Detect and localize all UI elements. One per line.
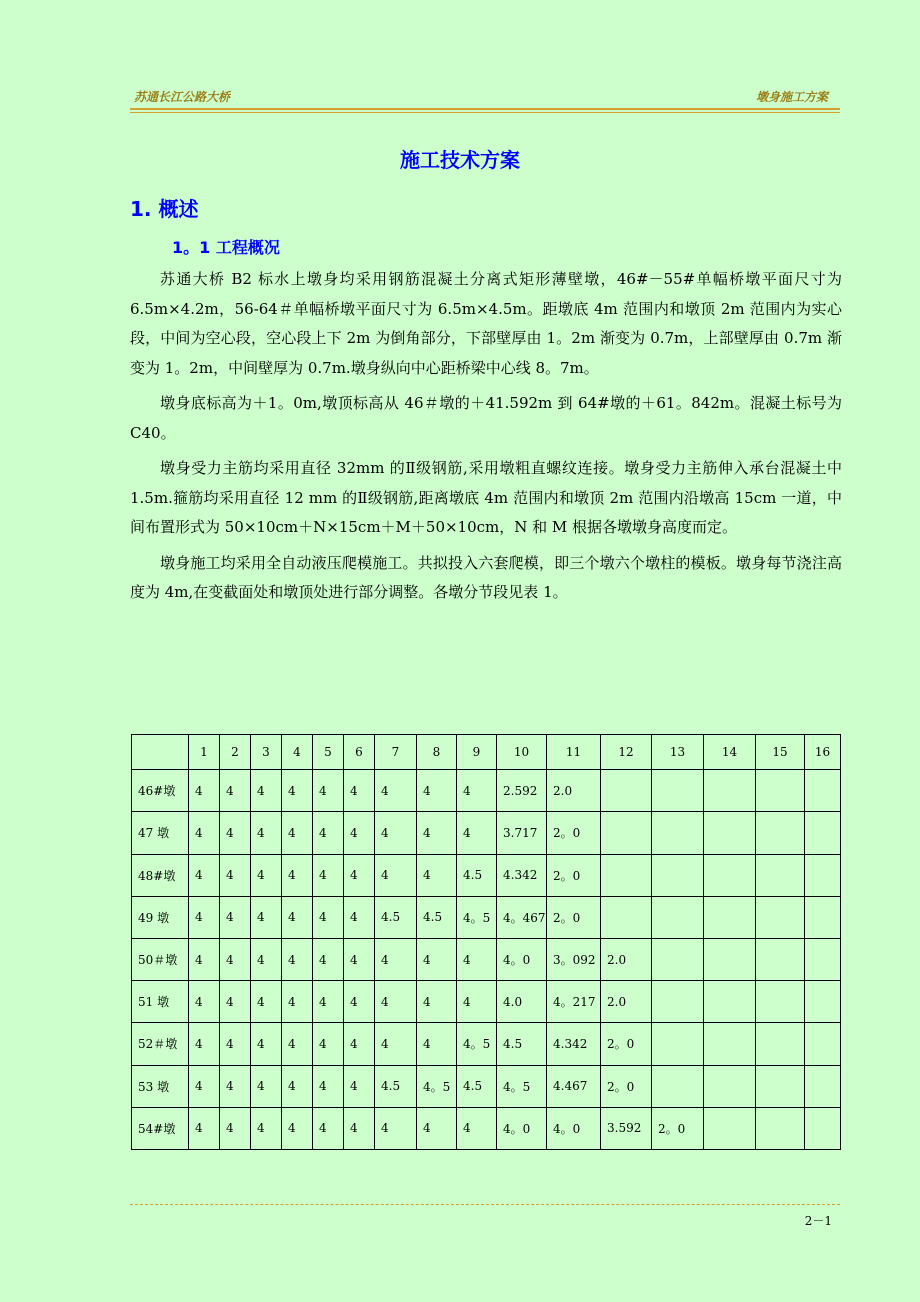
table-cell: 4 [344, 770, 375, 812]
table-cell: 4 [220, 1023, 251, 1065]
table-cell: 4 [189, 854, 220, 896]
header-doc-name: 墩身施工方案 [755, 90, 828, 104]
table-row [132, 812, 841, 854]
table-row [132, 1065, 841, 1107]
table-header-cell: 8 [417, 735, 457, 770]
table-cell [704, 896, 756, 938]
table-cell [652, 981, 704, 1023]
table-row [132, 854, 841, 896]
table-cell: 4 [189, 812, 220, 854]
table-cell: 2。0 [547, 812, 601, 854]
table-cell: 4 [220, 812, 251, 854]
footer-rule [130, 1204, 840, 1205]
table-cell [805, 854, 841, 896]
table-row [132, 1107, 841, 1149]
table-cell: 4 [220, 1065, 251, 1107]
table-header-cell: 5 [313, 735, 344, 770]
table-cell [601, 812, 652, 854]
table-cell: 4 [251, 896, 282, 938]
table-header-cell: 11 [547, 735, 601, 770]
table-header-cell: 13 [652, 735, 704, 770]
table-cell: 4 [344, 981, 375, 1023]
table-cell [805, 981, 841, 1023]
table-cell: 4 [344, 896, 375, 938]
table-cell: 2.0 [547, 770, 601, 812]
table-cell: 4 [189, 981, 220, 1023]
table-cell [756, 770, 805, 812]
table-cell: 3.717 [497, 812, 547, 854]
table-header-cell: 3 [251, 735, 282, 770]
table-row-label: 53 墩 [132, 1065, 189, 1107]
table-cell [805, 896, 841, 938]
table-cell: 4 [375, 938, 417, 980]
table-cell [805, 1107, 841, 1149]
table-cell: 4.5 [457, 1065, 497, 1107]
table-header-row [132, 735, 841, 770]
table-row-label: 50＃墩 [132, 938, 189, 980]
table-row [132, 770, 841, 812]
table-row [132, 981, 841, 1023]
table-header-cell: 2 [220, 735, 251, 770]
table-cell: 4 [375, 812, 417, 854]
table-header-cell: 10 [497, 735, 547, 770]
table-cell: 4.5 [375, 896, 417, 938]
table-cell: 4 [457, 1107, 497, 1149]
table-cell [805, 770, 841, 812]
table-cell: 4 [417, 812, 457, 854]
table-cell: 2。0 [652, 1107, 704, 1149]
table-cell [756, 938, 805, 980]
table-row-label: 51 墩 [132, 981, 189, 1023]
table-cell: 4 [375, 981, 417, 1023]
table-row-label: 49 墩 [132, 896, 189, 938]
page-header [130, 84, 840, 108]
paragraph: 墩身受力主筋均采用直径 32mm 的Ⅱ级钢筋,采用墩粗直螺纹连接。墩身受力主筋伸入承台混凝土中 1.5m.箍筋均采用直径 12 mm 的Ⅱ级钢筋,距离墩底 4m 范围内和墩顶 2m 范围内沿墩高 15cm 一道，中间布置形式为 50×10cm＋N×15cm＋M＋50×10cm，N 和 M 根据各墩墩身高度而定。 [130, 459, 842, 536]
table-cell [601, 770, 652, 812]
table-cell: 4。5 [417, 1065, 457, 1107]
table-cell [704, 1107, 756, 1149]
table-cell: 4 [313, 812, 344, 854]
table-row [132, 938, 841, 980]
table-header-cell [132, 735, 189, 770]
table-cell: 4。0 [497, 1107, 547, 1149]
table-cell: 4 [375, 770, 417, 812]
table-cell [652, 938, 704, 980]
table-cell: 4 [251, 812, 282, 854]
document-title: 施工技术方案 [400, 148, 520, 172]
page-number: 2－1 [804, 1214, 832, 1228]
table-cell: 2。0 [547, 896, 601, 938]
table-cell: 4 [282, 1065, 313, 1107]
table-cell: 4 [189, 896, 220, 938]
table-cell: 4。0 [547, 1107, 601, 1149]
table-cell [704, 1023, 756, 1065]
table-cell [652, 770, 704, 812]
table-cell: 4 [344, 1023, 375, 1065]
table-cell: 4 [251, 770, 282, 812]
table-cell: 4.5 [375, 1065, 417, 1107]
table-cell: 4 [189, 770, 220, 812]
table-cell [805, 1023, 841, 1065]
table-cell: 4 [417, 981, 457, 1023]
table-cell [756, 896, 805, 938]
table-cell [601, 854, 652, 896]
table-cell: 4 [220, 1107, 251, 1149]
table-row-label: 48#墩 [132, 854, 189, 896]
table-header-cell: 7 [375, 735, 417, 770]
table-cell: 4 [375, 1023, 417, 1065]
table-cell: 4 [282, 1107, 313, 1149]
table-cell: 4 [344, 1065, 375, 1107]
table-cell [652, 812, 704, 854]
table-cell: 4 [313, 1023, 344, 1065]
table-cell: 4 [282, 770, 313, 812]
table-cell [756, 1065, 805, 1107]
table-cell: 4 [375, 854, 417, 896]
table-cell: 2.592 [497, 770, 547, 812]
table-cell [652, 896, 704, 938]
table-cell: 4 [282, 938, 313, 980]
table-cell [756, 854, 805, 896]
table-cell: 4。217 [547, 981, 601, 1023]
table-cell: 4 [251, 1023, 282, 1065]
table-cell: 4 [457, 938, 497, 980]
table-cell: 4.342 [547, 1023, 601, 1065]
table-cell [704, 981, 756, 1023]
table-cell [756, 812, 805, 854]
table-header-cell: 14 [704, 735, 756, 770]
table-cell: 4 [313, 896, 344, 938]
subsection-heading: 1。1 工程概况 [172, 238, 280, 257]
table-cell: 4.342 [497, 854, 547, 896]
table-cell [652, 854, 704, 896]
table-cell: 4.0 [497, 981, 547, 1023]
table-cell: 4 [313, 1107, 344, 1149]
table-cell: 4 [457, 770, 497, 812]
table-cell: 4。0 [497, 938, 547, 980]
body-text [130, 265, 842, 614]
table-cell: 4 [220, 896, 251, 938]
table-header-cell: 16 [805, 735, 841, 770]
table-cell: 4 [417, 1023, 457, 1065]
table-cell [756, 981, 805, 1023]
table-row-label: 54#墩 [132, 1107, 189, 1149]
table-cell [805, 938, 841, 980]
paragraph: 墩身施工均采用全自动液压爬模施工。共拟投入六套爬模，即三个墩六个墩柱的模板。墩身每节浇注高度为 4m,在变截面处和墩顶处进行部分调整。各墩分节段见表 1。 [130, 553, 842, 601]
table-cell: 4 [282, 896, 313, 938]
table-cell: 4 [313, 938, 344, 980]
table-cell: 4 [417, 1107, 457, 1149]
table-cell [704, 938, 756, 980]
table-cell: 4 [457, 812, 497, 854]
table-header-cell: 9 [457, 735, 497, 770]
header-project-name: 苏通长江公路大桥 [134, 90, 231, 104]
table-row [132, 896, 841, 938]
table-row-label: 47 墩 [132, 812, 189, 854]
table-cell: 4 [251, 981, 282, 1023]
table-cell [652, 1023, 704, 1065]
table-cell: 2。0 [601, 1023, 652, 1065]
table-cell: 4 [313, 770, 344, 812]
table-cell: 3.592 [601, 1107, 652, 1149]
table-cell: 4.467 [547, 1065, 601, 1107]
table-cell: 4 [251, 1107, 282, 1149]
table-header-cell: 6 [344, 735, 375, 770]
table-cell [756, 1023, 805, 1065]
table-cell: 4。5 [457, 1023, 497, 1065]
table-cell: 4 [189, 1107, 220, 1149]
table-cell: 4.5 [417, 896, 457, 938]
paragraph: 墩身底标高为＋1。0m,墩顶标高从 46＃墩的＋41.592m 到 64#墩的＋61。842m。混凝土标号为 C40。 [130, 394, 842, 442]
table-cell: 4 [282, 1023, 313, 1065]
table-cell: 4。467 [497, 896, 547, 938]
table-cell: 4。5 [497, 1065, 547, 1107]
table-header-cell: 4 [282, 735, 313, 770]
table-cell: 4 [282, 812, 313, 854]
table-cell [704, 1065, 756, 1107]
table-cell: 4 [220, 854, 251, 896]
table-cell: 3。092 [547, 938, 601, 980]
table-cell: 4 [344, 854, 375, 896]
table-row-label: 52＃墩 [132, 1023, 189, 1065]
table-cell: 4 [344, 812, 375, 854]
table-cell [704, 812, 756, 854]
table-cell: 4 [375, 1107, 417, 1149]
table-cell: 4 [344, 938, 375, 980]
table-cell: 4 [220, 981, 251, 1023]
table-cell: 4 [313, 854, 344, 896]
table-cell: 4 [282, 981, 313, 1023]
table-header-cell: 15 [756, 735, 805, 770]
table-cell: 2。0 [601, 1065, 652, 1107]
table-cell [756, 1107, 805, 1149]
table-cell: 4 [189, 938, 220, 980]
table-cell: 4 [313, 981, 344, 1023]
table-cell [601, 896, 652, 938]
table-cell: 4 [457, 981, 497, 1023]
table-cell: 4 [282, 854, 313, 896]
table-cell: 4 [417, 854, 457, 896]
header-rule-thin [130, 112, 840, 113]
table-cell: 4 [313, 1065, 344, 1107]
table-cell: 2。0 [547, 854, 601, 896]
table-row [132, 1023, 841, 1065]
paragraph: 苏通大桥 B2 标水上墩身均采用钢筋混凝土分离式矩形薄壁墩，46#－55#单幅桥墩平面尺寸为 6.5m×4.2m，56-64＃单幅桥墩平面尺寸为 6.5m×4.5m。距墩底 4m 范围内和墩顶 2m 范围内为实心段，中间为空心段，空心段上下 2m 为倒角部分，下部壁厚由 1。2m 渐变为 0.7m，上部壁厚由 0.7m 渐变为 1。2m，中间壁厚为 0.7m.墩身纵向中心距桥梁中心线 8。7m。 [130, 270, 842, 377]
table-cell: 4 [251, 1065, 282, 1107]
table-cell [652, 1065, 704, 1107]
table-cell [704, 770, 756, 812]
table-cell: 4 [251, 854, 282, 896]
table-cell [704, 854, 756, 896]
table-cell: 4 [189, 1023, 220, 1065]
segment-table [131, 734, 841, 1150]
table-cell: 2.0 [601, 981, 652, 1023]
table-row-label: 46#墩 [132, 770, 189, 812]
table-cell: 2.0 [601, 938, 652, 980]
table-cell: 4.5 [457, 854, 497, 896]
table-cell: 4.5 [497, 1023, 547, 1065]
table-cell: 4 [189, 1065, 220, 1107]
table-cell: 4 [344, 1107, 375, 1149]
table-cell: 4。5 [457, 896, 497, 938]
section-heading: 1. 概述 [130, 197, 199, 221]
table-cell: 4 [251, 938, 282, 980]
table-cell: 4 [220, 770, 251, 812]
table-header-cell: 12 [601, 735, 652, 770]
table-cell [805, 1065, 841, 1107]
header-rule [130, 108, 840, 110]
table-cell: 4 [220, 938, 251, 980]
table-header-cell: 1 [189, 735, 220, 770]
table-cell [805, 812, 841, 854]
table-cell: 4 [417, 770, 457, 812]
table-cell: 4 [417, 938, 457, 980]
